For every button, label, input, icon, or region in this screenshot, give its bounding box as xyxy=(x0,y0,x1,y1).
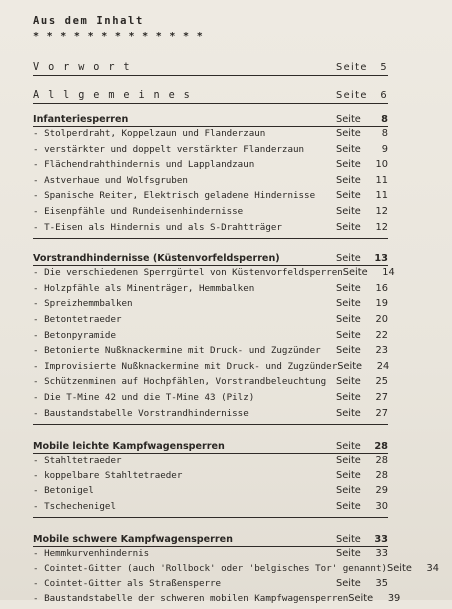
list-item xyxy=(33,330,388,346)
list-item xyxy=(33,408,388,424)
section-items xyxy=(33,455,439,516)
page-label: Seite xyxy=(336,143,361,155)
list-item xyxy=(33,298,388,314)
section-heading-mobile-leichte xyxy=(33,441,388,452)
page-number: 24 xyxy=(376,360,390,372)
entry-title: - Baustandstabelle Vorstrandhindernisse xyxy=(33,407,249,419)
list-item xyxy=(33,485,388,500)
entry-title: - Betonpyramide xyxy=(33,329,116,341)
page-label: Seite xyxy=(348,593,374,605)
section-heading-mobile-schwere xyxy=(33,534,388,545)
page-label: Seite xyxy=(336,345,361,357)
page-label: Seite xyxy=(336,500,361,512)
page-label: Seite xyxy=(336,159,361,171)
list-item xyxy=(33,206,388,222)
table-of-contents xyxy=(33,14,439,609)
entry-title: - Tschechenigel xyxy=(33,500,116,512)
page-number: 33 xyxy=(375,547,388,559)
page-number: 8 xyxy=(381,128,388,139)
entry-title: - Holzpfähle als Minenträger, Hemmbalken xyxy=(33,282,255,294)
list-item xyxy=(33,376,388,392)
page-number: 25 xyxy=(375,376,388,388)
page-label: Seite xyxy=(387,563,412,575)
entry-title: - Die verschiedenen Sperrgürtel von Küstenvorfeldsperren xyxy=(33,267,343,279)
page-number: 9 xyxy=(381,143,388,155)
page-number: 33 xyxy=(374,533,388,545)
entry-title: A l l g e m e i n e s xyxy=(33,90,192,101)
divider xyxy=(33,453,388,454)
page-number: 27 xyxy=(375,407,388,419)
list-item xyxy=(33,578,388,593)
list-item xyxy=(33,392,388,408)
page-number: 23 xyxy=(375,345,388,357)
list-item xyxy=(33,128,388,144)
page-label: Seite xyxy=(336,298,361,310)
entry-title: - Stolperdraht, Koppelzaun und Flanderzaun xyxy=(33,128,266,139)
page-number: 29 xyxy=(375,485,388,497)
section-items xyxy=(33,267,439,423)
page-number: 20 xyxy=(375,313,388,325)
section-heading-vorstrandhindernisse xyxy=(33,253,388,264)
entry-title: - Cointet-Gitter (auch 'Rollbock' oder 'belgisches Tor' genannt) xyxy=(33,563,388,575)
toc-entry-allgemeines xyxy=(33,90,388,101)
page-number: 10 xyxy=(375,159,388,171)
section-title: Vorstrandhindernisse (Küstenvorfeldsperren) xyxy=(33,253,280,265)
list-item xyxy=(33,593,401,608)
list-item xyxy=(33,283,388,299)
page-number: 14 xyxy=(382,267,395,279)
page-number: 28 xyxy=(374,441,388,453)
entry-title: - Die T-Mine 42 und die T-Mine 43 (Pilz) xyxy=(33,391,255,403)
divider xyxy=(33,265,388,266)
section-title: Mobile schwere Kampfwagensperren xyxy=(33,533,233,545)
page-number: 6 xyxy=(380,90,388,101)
entry-title: - Astverhaue und Wolfsgruben xyxy=(33,174,188,186)
entry-title: - Stahltetraeder xyxy=(33,455,122,467)
list-item xyxy=(33,159,388,175)
list-item xyxy=(33,470,388,485)
page-number: 35 xyxy=(375,578,388,590)
page-number: 19 xyxy=(375,298,388,310)
page-label: Seite xyxy=(336,205,361,217)
page-number: 16 xyxy=(375,282,388,294)
page-number: 28 xyxy=(375,470,388,482)
entry-title: - Hemmkurvenhindernis xyxy=(33,547,150,559)
page-label: Seite xyxy=(336,282,361,294)
divider xyxy=(33,424,388,425)
page-label: Seite xyxy=(336,90,368,101)
page-number: 12 xyxy=(375,221,388,233)
divider xyxy=(33,75,388,76)
page-number: 5 xyxy=(380,62,388,73)
entry-title: - Baustandstabelle der schweren mobilen Kampfwagensperren xyxy=(33,593,349,605)
list-item xyxy=(33,455,388,470)
entry-title: - T-Eisen als Hindernis und als S-Drahtträger xyxy=(33,221,282,233)
divider xyxy=(33,103,388,104)
entry-title: - Cointet-Gitter als Straßensperre xyxy=(33,578,222,590)
section-title: Mobile leichte Kampfwagensperren xyxy=(33,441,225,453)
page-number: 13 xyxy=(374,253,388,265)
list-item xyxy=(33,548,388,563)
list-item xyxy=(33,314,388,330)
divider xyxy=(33,126,388,127)
page-number: 22 xyxy=(375,329,388,341)
divider xyxy=(33,517,388,518)
page-label: Seite xyxy=(336,455,361,467)
page-label: Seite xyxy=(336,533,361,545)
section-items xyxy=(33,128,439,237)
list-item xyxy=(33,267,395,283)
page-label: Seite xyxy=(336,190,361,202)
page-label: Seite xyxy=(342,267,368,279)
page-label: Seite xyxy=(336,128,361,139)
page-label: Seite xyxy=(336,470,361,482)
page-label: Seite xyxy=(336,407,361,419)
section-items xyxy=(33,548,439,609)
entry-title: - Flächendrahthindernis und Lapplandzaun xyxy=(33,159,255,171)
entry-title: V o r w o r t xyxy=(33,62,131,73)
page-label: Seite xyxy=(336,376,361,388)
page-number: 12 xyxy=(375,205,388,217)
page-label: Seite xyxy=(336,329,361,341)
page-number: 28 xyxy=(375,455,388,467)
page-number: 11 xyxy=(375,174,388,186)
section-heading-infanteriesperren xyxy=(33,114,388,125)
page-label: Seite xyxy=(337,360,363,372)
list-item xyxy=(33,222,388,238)
entry-title: - verstärkter und doppelt verstärkter Flanderzaun xyxy=(33,143,305,155)
list-item xyxy=(33,361,388,377)
entry-title: - Betontetraeder xyxy=(33,313,122,325)
section-title: Infanteriesperren xyxy=(33,114,129,125)
entry-title: - Schützenminen auf Hochpfählen, Vorstrandbeleuchtung xyxy=(33,376,327,388)
page-number: 27 xyxy=(375,391,388,403)
page-label: Seite xyxy=(336,313,361,325)
page-label: Seite xyxy=(336,578,361,590)
page-number: 39 xyxy=(387,593,401,605)
page-number: 30 xyxy=(375,500,388,512)
toc-entry-vorwort xyxy=(33,62,388,73)
page-label: Seite xyxy=(336,221,361,233)
entry-title: - Betonierte Nußknackermine mit Druck- und Zugzünder xyxy=(33,345,321,357)
page-number: 8 xyxy=(381,114,388,125)
page-label: Seite xyxy=(336,174,361,186)
page-label: Seite xyxy=(336,547,361,559)
list-item xyxy=(33,345,388,361)
entry-title: - koppelbare Stahltetraeder xyxy=(33,470,183,482)
heading-underline-stars: * * * * * * * * * * * * * xyxy=(33,31,204,42)
divider xyxy=(33,238,388,239)
page-label: Seite xyxy=(336,253,361,265)
entry-title: - Eisenpfähle und Rundeisenhindernisse xyxy=(33,205,244,217)
list-item xyxy=(33,175,388,191)
entry-title: - Spanische Reiter, Elektrisch geladene Hindernisse xyxy=(33,190,316,202)
list-item xyxy=(33,501,388,516)
entry-title: - Spreizhemmbalken xyxy=(33,298,133,310)
list-item xyxy=(33,144,388,160)
page-label: Seite xyxy=(336,62,368,73)
page-label: Seite xyxy=(336,114,361,125)
divider xyxy=(33,546,388,547)
page-label: Seite xyxy=(336,441,361,453)
page-number: 34 xyxy=(426,563,440,575)
list-item xyxy=(33,563,440,578)
list-item xyxy=(33,190,388,206)
entry-title: - Betonigel xyxy=(33,485,94,497)
page-label: Seite xyxy=(336,485,361,497)
entry-title: - Improvisierte Nußknackermine mit Druck- und Zugzünder xyxy=(33,360,338,372)
page-number: 11 xyxy=(375,190,388,202)
page-label: Seite xyxy=(336,391,361,403)
toc-heading: Aus dem Inhalt xyxy=(33,15,144,27)
